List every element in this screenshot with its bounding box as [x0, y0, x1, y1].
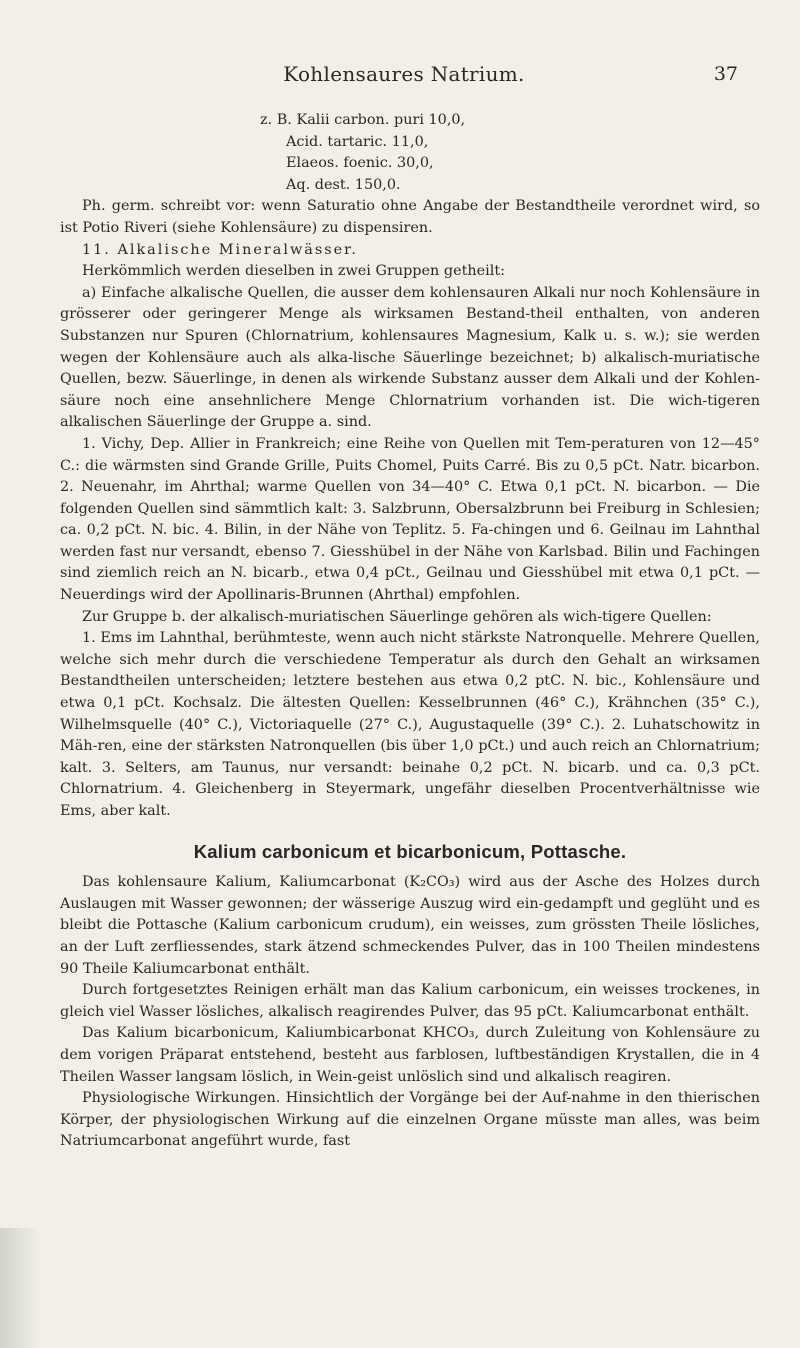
paragraph: Physiologische Wirkungen. Hinsichtlich der Vorgänge bei der Auf-nahme in den thierischen Körper, der physiologischen Wirkung auf die einzelnen Organe müsste man alles, was beim Natriumcarbonat angeführt wurde, fast [60, 1090, 760, 1150]
paragraph: Zur Gruppe b. der alkalisch-muriatischen Säuerlinge gehören als wich-tigere Quellen: [82, 608, 712, 625]
running-title: Kohlensaures Natrium. [283, 62, 525, 86]
paragraph: 1. Vichy, Dep. Allier in Frankreich; eine Reihe von Quellen mit Tem-peraturen von 12—45° C.: die wärmsten sind Grande Grille, Puits Chomel, Puits Carré. Bis zu 0,5 pCt. Natr. bicarbon. 2. Neuenahr, im Ahrthal; warme Quellen von 34—40° C. Etwa 0,1 pCt. N. bicarbon. — Die folgenden Quellen sind sämmtlich kalt: 3. Salzbrunn, Obersalzbrunn bei Freiburg in Schlesien; ca. 0,2 pCt. N. bic. 4. Bilin, in der Nähe von Teplitz. 5. Fa-chingen und 6. Geilnau im Lahnthal werden fast nur versandt, ebenso 7. Giesshübel in der Nähe von Karlsbad. Bilin und Fachingen sind ziemlich reich an N. bicarb., etwa 0,4 pCt., Geilnau und Giesshübel mit etwa 0,1 pCt. — Neuerdings wird der Apollinaris-Brunnen (Ahrthal) empfohlen. [60, 435, 760, 604]
scan-discoloration [0, 1228, 40, 1348]
recipe-line: Acid. tartaric. 11,0, [286, 133, 429, 150]
recipe-line: z. B. Kalii carbon. puri 10,0, [260, 112, 466, 128]
recipe-line: Aq. dest. 150,0. [286, 176, 401, 193]
page-number: 37 [713, 63, 738, 85]
running-header [70, 62, 738, 88]
paragraph: Das Kalium bicarbonicum, Kaliumbicarbonat KHCO₃, durch Zuleitung von Kohlensäure zu dem vorigen Präparat entstehend, besteht aus farblosen, luftbeständigen Krystallen, die in 4 Theilen Wasser langsam löslich, in Wein-geist unlöslich sind und alkalisch reagiren. [60, 1025, 760, 1085]
paragraph: Ph. germ. schreibt vor: wenn Saturatio ohne Angabe der Bestandtheile verordnet wird, so ist Potio Riveri (siehe Kohlensäure) zu dispensiren. [60, 198, 760, 236]
paragraph: a) Einfache alkalische Quellen, die ausser dem kohlensauren Alkali nur noch Kohlensäure in grösserer oder geringerer Menge als wirksamen Bestand-theil enthalten, von anderen Substanzen nur Spuren (Chlornatrium, kohlensaures Magnesium, Kalk u. s. w.); sie werden wegen der Kohlensäure auch als alka-lische Säuerlinge bezeichnet; b) alkalisch-muriatische Quellen, bezw. Säuerlinge, in denen als wirkende Substanz ausser dem Alkali und der Kohlen-säure noch eine ansehnlichere Menge Chlornatrium vorhanden ist. Die wich-tigeren alkalischen Säuerlinge der Gruppe a. sind. [60, 284, 760, 431]
recipe-line: Elaeos. foenic. 30,0, [286, 155, 434, 172]
paragraph: 1. Ems im Lahnthal, berühmteste, wenn auch nicht stärkste Natronquelle. Mehrere Quellen, welche sich mehr durch die verschiedene Temperatur als durch den Gehalt an wirksamen Bestandtheilen unterscheiden; letztere bestehen aus etwa 0,2 ptC. N. bic., Kohlensäure und etwa 0,1 pCt. Kochsalz. Die ältesten Quellen: Kesselbrunnen (46° C.), Krähnchen (35° C.), Wilhelmsquelle (40° C.), Victoriaquelle (27° C.), Augustaquelle (39° C.). 2. Luhatschowitz in Mäh-ren, eine der stärksten Natronquellen (bis über 1,0 pCt.) und auch reich an Chlornatrium; kalt. 3. Selters, am Taunus, nur versandt: beinahe 0,2 pCt. N. bicarb. und ca. 0,3 pCt. Chlornatrium. 4. Gleichenberg in Steyermark, ungefähr dieselben Procentverhältnisse wie Ems, aber kalt. [60, 630, 760, 819]
paragraph: Herkömmlich werden dieselben in zwei Gruppen getheilt: [82, 263, 506, 280]
recipe-block [260, 110, 760, 196]
paragraph: Durch fortgesetztes Reinigen erhält man das Kalium carbonicum, ein weisses trockenes, in gleich viel Wasser lösliches, alkalisch reagirendes Pulver, das 95 pCt. Kaliumcarbonat enthält. [60, 982, 760, 1020]
page-body [60, 110, 760, 1153]
section-heading: Kalium carbonicum et bicarbonicum, Pottasche. [193, 840, 627, 862]
paragraph: Das kohlensaure Kalium, Kaliumcarbonat (K₂CO₃) wird aus der Asche des Holzes durch Auslaugen mit Wasser gewonnen; der wässerige Auszug wird ein-gedampft und geglüht und es bleibt die Pottasche (Kalium carbonicum crudum), ein weisses, zum grössten Theile lösliches, an der Luft zerfliessendes, stark ätzend schmeckendes Pulver, das in 100 Theilen mindestens 90 Theile Kaliumcarbonat enthält. [60, 874, 760, 977]
subsection-title: 11. Alkalische Mineralwässer. [82, 241, 359, 258]
